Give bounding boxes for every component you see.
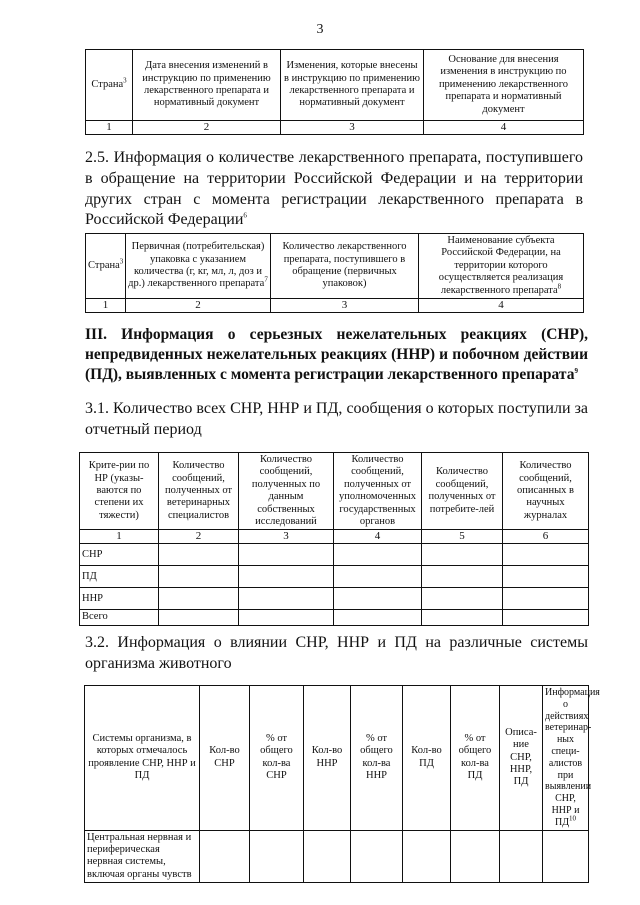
header-body-systems: Системы организма, в которых отмечалось проявление СНР, ННР и ПД xyxy=(85,686,200,831)
table-cell xyxy=(451,830,500,883)
table-cell xyxy=(334,588,422,610)
header-own-research: Количество сообщений, полученных по данным собственных исследований xyxy=(239,453,334,530)
column-number: 3 xyxy=(239,530,334,544)
row-label: ННР xyxy=(80,588,159,610)
table-cell xyxy=(503,566,589,588)
table-row xyxy=(85,830,589,883)
column-number: 2 xyxy=(133,121,281,135)
header-vet-actions: Информация о действиях ветеринар-ных специ-алистов при выявлении СНР, ННР и ПД$^{10}$ xyxy=(543,686,589,831)
header-criteria: Крите-рии по НР (указы-ваются по степени их тяжести) xyxy=(80,453,159,530)
column-number: 3 xyxy=(271,298,419,312)
header-change-date: Дата внесения изменений в инструкцию по применению лекарственного препарата и нормативный документ xyxy=(133,50,281,121)
table-cell xyxy=(422,588,503,610)
changes-table xyxy=(85,49,584,135)
table-cell xyxy=(304,830,351,883)
section-2-5-heading: 2.5. Информация о количестве лекарственного препарата, поступившего в обращение на территории Российской Федерации и на территории других стран с момента регистрации лекарственного препарата в Российской Федерации$^6$ xyxy=(85,149,583,229)
table-cell xyxy=(500,830,543,883)
header-consumers: Количество сообщений, полученных от потребите-лей xyxy=(422,453,503,530)
header-journals: Количество сообщений, описанных в научных журналах xyxy=(503,453,589,530)
column-number: 2 xyxy=(159,530,239,544)
row-label: ПД xyxy=(80,566,159,588)
header-snr-count: Кол-во СНР xyxy=(200,686,250,831)
column-number: 4 xyxy=(419,298,584,312)
header-reason: Основание для внесения изменения в инструкцию по применению лекарственного препарата и нормативный документ xyxy=(424,50,584,121)
column-number: 6 xyxy=(503,530,589,544)
table-cell xyxy=(239,610,334,625)
table-cell xyxy=(239,544,334,566)
table-row xyxy=(80,588,589,610)
column-number: 2 xyxy=(126,298,271,312)
header-nnr-percent: % от общего кол-ва ННР xyxy=(351,686,403,831)
header-snr-percent: % от общего кол-ва СНР xyxy=(250,686,304,831)
header-changes: Изменения, которые внесены в инструкцию по применению лекарственного препарата и нормативный документ xyxy=(281,50,424,121)
header-nnr-count: Кол-во ННР xyxy=(304,686,351,831)
column-number: 5 xyxy=(422,530,503,544)
header-pd-count: Кол-во ПД xyxy=(403,686,451,831)
table-cell xyxy=(250,830,304,883)
table-cell xyxy=(334,544,422,566)
table-cell xyxy=(159,566,239,588)
row-label: СНР xyxy=(80,544,159,566)
table-row xyxy=(80,566,589,588)
header-packaging: Первичная (потребительская) упаковка с указанием количества (г, кг, мл, л, доз и др.) лекарственного препарата$^7$ xyxy=(126,234,271,299)
header-pd-percent: % от общего кол-ва ПД xyxy=(451,686,500,831)
table-row xyxy=(80,610,589,625)
header-country: Страна$^3$ xyxy=(86,234,126,299)
table-cell xyxy=(159,588,239,610)
row-label: Центральная нервная и периферическая нервная системы, включая органы чувств xyxy=(85,830,200,883)
header-region: Наименование субъекта Российской Федерации, на территории которого осуществляется реализация лекарственного препарата$^8$ xyxy=(419,234,584,299)
table-cell xyxy=(422,544,503,566)
table-cell xyxy=(503,588,589,610)
body-systems-table xyxy=(84,685,600,883)
table-cell xyxy=(422,566,503,588)
table-cell xyxy=(239,566,334,588)
table-cell xyxy=(543,830,589,883)
header-country: Страна$^3$ xyxy=(86,50,133,121)
column-number: 1 xyxy=(86,121,133,135)
header-description: Описа-ние СНР, ННР, ПД xyxy=(500,686,543,831)
table-row xyxy=(80,544,589,566)
column-number: 1 xyxy=(86,298,126,312)
table-cell xyxy=(334,610,422,625)
table-cell xyxy=(239,588,334,610)
row-label: Всего xyxy=(80,610,159,625)
header-quantity: Количество лекарственного препарата, поступившего в обращение (первичных упаковок) xyxy=(271,234,419,299)
table-cell xyxy=(403,830,451,883)
header-authorities: Количество сообщений, полученных от уполномоченных государственных органов xyxy=(334,453,422,530)
column-number: 4 xyxy=(334,530,422,544)
table-cell xyxy=(159,544,239,566)
section-3-2-heading: 3.2. Информация о влиянии СНР, ННР и ПД на различные системы организма животного xyxy=(85,634,588,672)
circulation-table xyxy=(85,233,584,313)
page-number: 3 xyxy=(316,22,324,37)
column-number: 3 xyxy=(281,121,424,135)
column-number: 1 xyxy=(80,530,159,544)
table-cell xyxy=(422,610,503,625)
section-3-heading: III. Информация о серьезных нежелательных реакциях (СНР), непредвиденных нежелательных реакциях (ННР) и побочном действии (ПД), выявленных с момента регистрации лекарственного препарата$^9$ xyxy=(85,326,588,384)
table-cell xyxy=(334,566,422,588)
reactions-count-table xyxy=(79,452,589,626)
table-cell xyxy=(503,544,589,566)
column-number: 4 xyxy=(424,121,584,135)
table-cell xyxy=(503,610,589,625)
table-cell xyxy=(200,830,250,883)
section-3-1-heading: 3.1. Количество всех СНР, ННР и ПД, сообщения о которых поступили за отчетный период xyxy=(85,400,588,438)
table-cell xyxy=(159,610,239,625)
header-vets: Количество сообщений, полученных от ветеринарных специалистов xyxy=(159,453,239,530)
table-cell xyxy=(351,830,403,883)
